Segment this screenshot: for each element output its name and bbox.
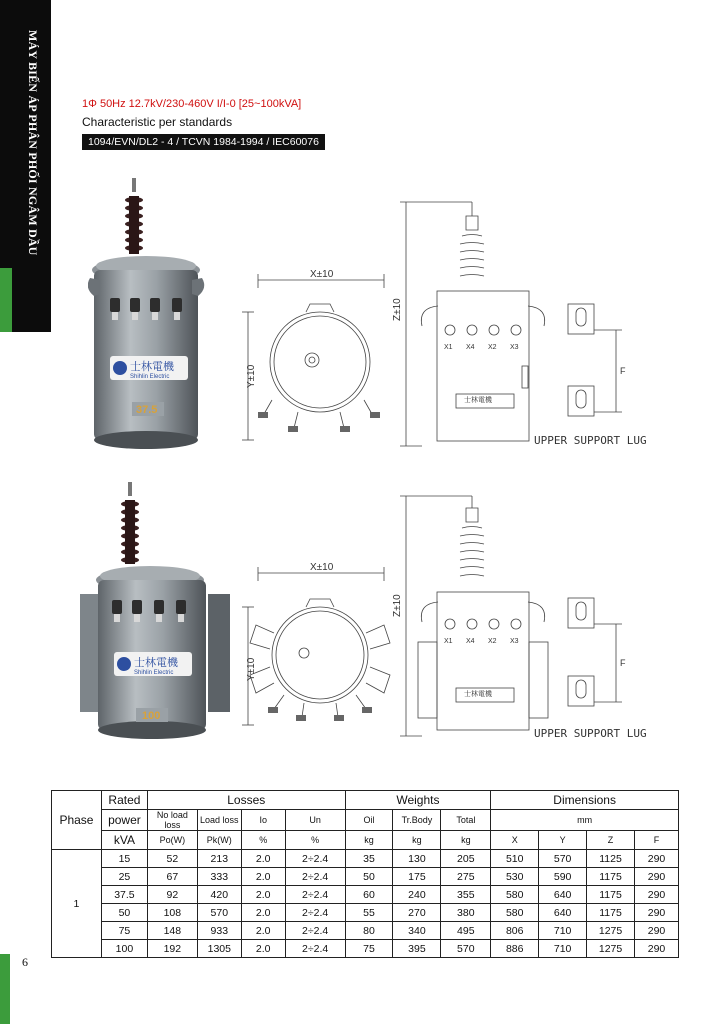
- table-cell: 1305: [197, 940, 241, 958]
- header-losses: Losses: [147, 791, 345, 810]
- side-accent: [0, 268, 12, 332]
- photo1-rating: 37.5: [136, 404, 158, 416]
- table-cell: 1275: [587, 922, 635, 940]
- table-cell: 75: [101, 922, 147, 940]
- table-cell: 2÷2.4: [285, 922, 345, 940]
- table-cell: 270: [393, 904, 441, 922]
- table-cell: 92: [147, 886, 197, 904]
- table-row: [52, 940, 679, 958]
- header-un: Un: [285, 810, 345, 831]
- table-cell: 290: [635, 940, 679, 958]
- dim-f-label-2: F: [620, 658, 626, 668]
- table-cell: 2÷2.4: [285, 868, 345, 886]
- support-lug-drawing-2: [530, 592, 650, 742]
- table-cell: 148: [147, 922, 197, 940]
- table-cell: 192: [147, 940, 197, 958]
- dim-f-label: F: [620, 366, 626, 376]
- unit-io: %: [241, 831, 285, 850]
- table-cell: 35: [345, 850, 393, 868]
- table-cell: 640: [539, 886, 587, 904]
- table-cell: 710: [539, 940, 587, 958]
- table-cell: 2.0: [241, 868, 285, 886]
- phase-cell: 1: [52, 850, 102, 958]
- top-view-drawing-1: [240, 262, 400, 452]
- table-cell: 290: [635, 868, 679, 886]
- transformer-photo-2: [80, 482, 230, 744]
- top-view-drawing-2: [240, 555, 400, 740]
- upper-support-lug-label: UPPER SUPPORT LUG: [534, 434, 647, 447]
- table-row: [52, 904, 679, 922]
- table-cell: 2÷2.4: [285, 850, 345, 868]
- table-cell: 2.0: [241, 850, 285, 868]
- table-cell: 75: [345, 940, 393, 958]
- table-cell: 2÷2.4: [285, 886, 345, 904]
- table-cell: 495: [441, 922, 491, 940]
- table-cell: 420: [197, 886, 241, 904]
- table-cell: 2÷2.4: [285, 940, 345, 958]
- table-cell: 175: [393, 868, 441, 886]
- table-cell: 60: [345, 886, 393, 904]
- table-cell: 1275: [587, 940, 635, 958]
- table-cell: 67: [147, 868, 197, 886]
- table-cell: 130: [393, 850, 441, 868]
- unit-y: Y: [539, 831, 587, 850]
- table-cell: 213: [197, 850, 241, 868]
- table-cell: 1175: [587, 886, 635, 904]
- table-row: [52, 886, 679, 904]
- header-kva: kVA: [101, 831, 147, 850]
- header-tr-body: Tr.Body: [393, 810, 441, 831]
- spec-line: 1Φ 50Hz 12.7kV/230-460V I/I-0 [25~100kVA]: [82, 98, 302, 110]
- header-total: Total: [441, 810, 491, 831]
- header-rated: Rated: [101, 791, 147, 810]
- terminal-x4-2: X4: [466, 638, 475, 645]
- table-cell: 52: [147, 850, 197, 868]
- photo2-rating: 100: [142, 710, 161, 722]
- page-number: 6: [22, 955, 28, 969]
- unit-oil: kg: [345, 831, 393, 850]
- table-cell: 205: [441, 850, 491, 868]
- table-cell: 395: [393, 940, 441, 958]
- header-mm: mm: [491, 810, 679, 831]
- dim-x-label: X±10: [310, 269, 334, 280]
- table-cell: 2.0: [241, 904, 285, 922]
- transformer-photo-1: [88, 178, 228, 450]
- bottom-accent: [0, 954, 10, 1024]
- upper-support-lug-label-2: UPPER SUPPORT LUG: [534, 727, 647, 740]
- table-cell: 590: [539, 868, 587, 886]
- dim-z-label-2: Z±10: [392, 594, 403, 617]
- table-cell: 2.0: [241, 922, 285, 940]
- terminal-x4: X4: [466, 344, 475, 351]
- side-title: MÁY BIẾN ÁP PHÂN PHỐI NGÂM DẦU: [26, 30, 40, 256]
- side-view-drawing-2: [392, 492, 552, 742]
- header-dimensions: Dimensions: [491, 791, 679, 810]
- table-cell: 25: [101, 868, 147, 886]
- support-lug-drawing-1: [530, 298, 650, 450]
- terminal-x2: X2: [488, 344, 497, 351]
- table-cell: 290: [635, 850, 679, 868]
- unit-total: kg: [441, 831, 491, 850]
- nameplate-brand-cn: 士林電機: [464, 397, 492, 404]
- table-cell: 640: [539, 904, 587, 922]
- dim-x-label-2: X±10: [310, 562, 334, 573]
- header-io: Io: [241, 810, 285, 831]
- table-cell: 710: [539, 922, 587, 940]
- characteristic-heading: Characteristic per standards: [82, 115, 233, 129]
- table-cell: 570: [197, 904, 241, 922]
- standards-badge: 1094/EVN/DL2 - 4 / TCVN 1984-1994 / IEC60076: [82, 134, 325, 150]
- photo1-brand-cn: 士林電機: [130, 360, 174, 373]
- nameplate-brand-cn-2: 士林電機: [464, 691, 492, 698]
- table-cell: 80: [345, 922, 393, 940]
- terminal-x3-2: X3: [510, 638, 519, 645]
- unit-x: X: [491, 831, 539, 850]
- table-cell: 380: [441, 904, 491, 922]
- unit-po: Po(W): [147, 831, 197, 850]
- table-cell: 100: [101, 940, 147, 958]
- side-view-drawing-1: [392, 196, 552, 452]
- table-cell: 530: [491, 868, 539, 886]
- specification-table: [51, 790, 679, 958]
- table-cell: 50: [345, 868, 393, 886]
- dim-y-label-2: Y±10: [246, 657, 257, 681]
- table-cell: 806: [491, 922, 539, 940]
- table-row: [52, 922, 679, 940]
- photo2-brand-en: Shihlin Electric: [134, 670, 174, 676]
- table-cell: 580: [491, 886, 539, 904]
- table-cell: 570: [539, 850, 587, 868]
- table-cell: 333: [197, 868, 241, 886]
- unit-un: %: [285, 831, 345, 850]
- header-load-loss: Load loss: [197, 810, 241, 831]
- dim-y-label: Y±10: [246, 364, 257, 388]
- table-cell: 37.5: [101, 886, 147, 904]
- table-cell: 1125: [587, 850, 635, 868]
- terminal-x1-2: X1: [444, 638, 453, 645]
- table-cell: 290: [635, 904, 679, 922]
- table-cell: 355: [441, 886, 491, 904]
- table-cell: 1175: [587, 868, 635, 886]
- table-cell: 15: [101, 850, 147, 868]
- terminal-x1: X1: [444, 344, 453, 351]
- table-cell: 510: [491, 850, 539, 868]
- terminal-x3: X3: [510, 344, 519, 351]
- header-no-load-loss: No load loss: [147, 810, 197, 831]
- table-cell: 2÷2.4: [285, 904, 345, 922]
- table-cell: 240: [393, 886, 441, 904]
- table-cell: 50: [101, 904, 147, 922]
- table-cell: 1175: [587, 904, 635, 922]
- photo1-brand-en: Shihlin Electric: [130, 374, 170, 380]
- unit-pk: Pk(W): [197, 831, 241, 850]
- table-body: [52, 850, 679, 958]
- header-oil: Oil: [345, 810, 393, 831]
- table-cell: 290: [635, 922, 679, 940]
- table-cell: 55: [345, 904, 393, 922]
- unit-f: F: [635, 831, 679, 850]
- table-row: [52, 850, 679, 868]
- table-cell: 108: [147, 904, 197, 922]
- header-power: power: [101, 810, 147, 831]
- table-cell: 886: [491, 940, 539, 958]
- table-cell: 2.0: [241, 886, 285, 904]
- header-weights: Weights: [345, 791, 491, 810]
- table-cell: 275: [441, 868, 491, 886]
- unit-tr-body: kg: [393, 831, 441, 850]
- table-cell: 570: [441, 940, 491, 958]
- unit-z: Z: [587, 831, 635, 850]
- table-cell: 580: [491, 904, 539, 922]
- terminal-x2-2: X2: [488, 638, 497, 645]
- header-phase: Phase: [52, 791, 102, 850]
- table-cell: 340: [393, 922, 441, 940]
- table-cell: 2.0: [241, 940, 285, 958]
- table-row: [52, 868, 679, 886]
- table-cell: 290: [635, 886, 679, 904]
- photo2-brand-cn: 士林電機: [134, 656, 178, 669]
- table-cell: 933: [197, 922, 241, 940]
- dim-z-label: Z±10: [392, 298, 403, 321]
